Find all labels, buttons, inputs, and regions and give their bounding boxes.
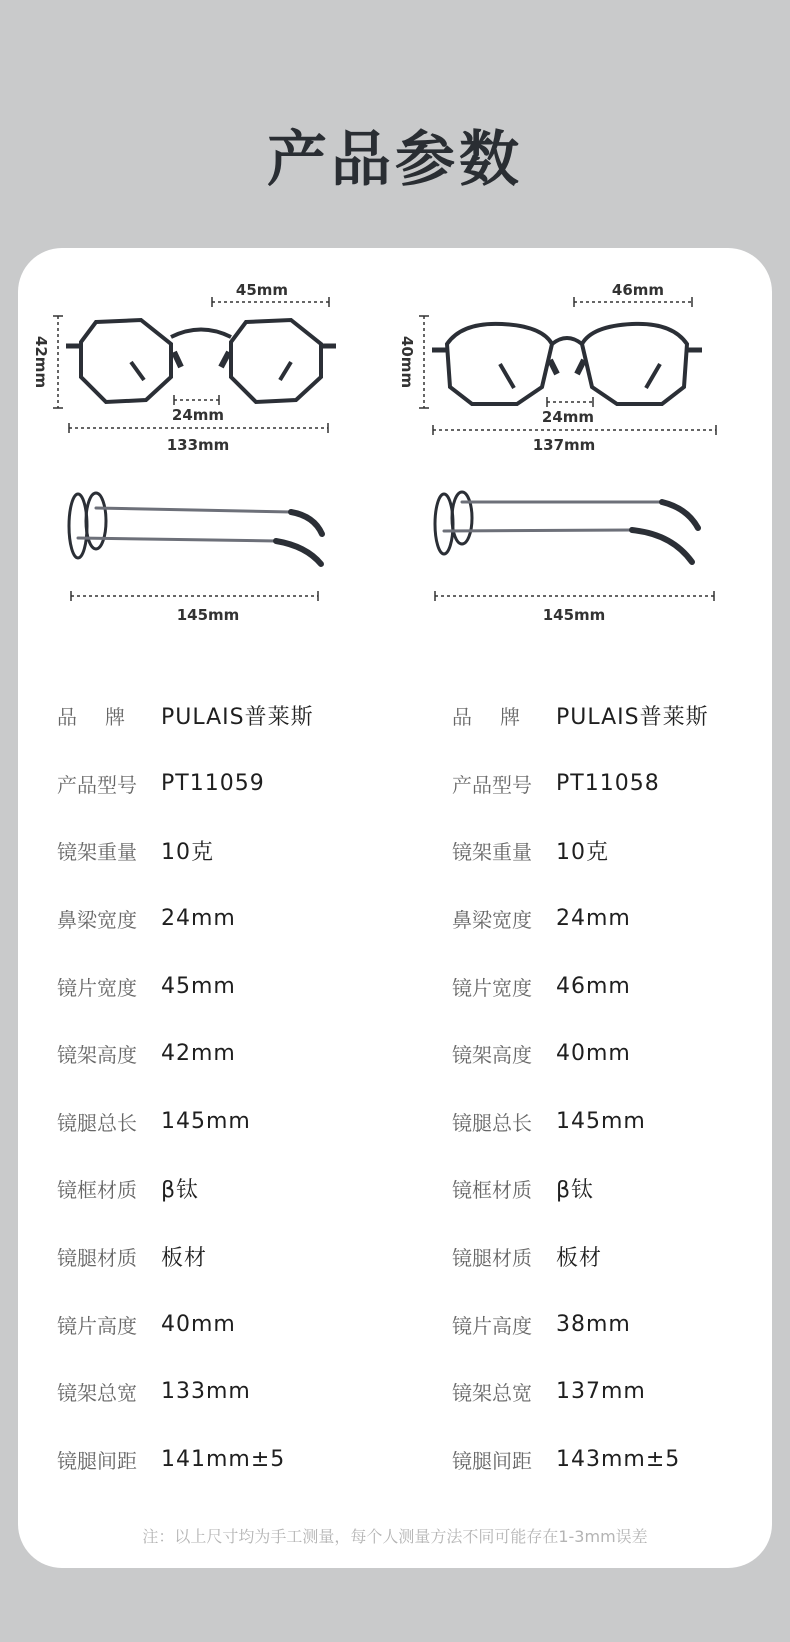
front-dims-1 [32, 281, 329, 454]
spec-value: 板材 [556, 1246, 603, 1272]
spec-label: 品牌 [57, 705, 153, 730]
spec-value: 42mm [161, 1041, 236, 1067]
spec-row-bridge [413, 885, 773, 953]
spec-value: PULAIS普莱斯 [161, 705, 314, 731]
spec-value: 133mm [161, 1379, 251, 1405]
spec-row-temple-material [413, 1223, 773, 1291]
spec-row-lens-height [413, 1290, 773, 1358]
spec-label: 镜腿间距 [452, 1448, 532, 1473]
spec-label: 镜腿总长 [452, 1110, 532, 1135]
side-frame-2 [435, 492, 698, 562]
spec-value: 38mm [556, 1311, 631, 1337]
spec-label: 镜架重量 [452, 840, 532, 865]
side-dims-2 [435, 591, 714, 624]
spec-row-bridge [18, 885, 378, 953]
frame-height-label: 40mm [398, 335, 416, 389]
product-2-front-diagram [398, 281, 732, 454]
spec-label: 镜架总宽 [57, 1381, 137, 1406]
temple-length-label: 145mm [176, 606, 240, 624]
spec-value: 24mm [161, 906, 236, 932]
spec-row-lens-width [18, 952, 378, 1020]
spec-row-brand [18, 682, 378, 750]
spec-row-model [413, 750, 773, 818]
spec-label: 产品型号 [57, 772, 137, 797]
spec-value: 145mm [556, 1108, 646, 1134]
spec-row-temple-spacing [18, 1426, 378, 1494]
spec-label: 镜架高度 [57, 1043, 137, 1068]
spec-value: 145mm [161, 1108, 251, 1134]
spec-row-frame-material [18, 1155, 378, 1223]
spec-label: 镜架高度 [452, 1043, 532, 1068]
spec-value: 143mm±5 [556, 1446, 681, 1472]
spec-row-frame-material [413, 1155, 773, 1223]
spec-value: PT11059 [161, 770, 265, 796]
lens-width-label: 45mm [235, 281, 289, 299]
spec-value: 10克 [556, 840, 609, 866]
spec-label: 镜片高度 [452, 1313, 532, 1338]
product-1-side-diagram [66, 486, 336, 626]
spec-row-temple-spacing [413, 1426, 773, 1494]
measurement-footnote: 注：以上尺寸均为手工测量，每个人测量方法不同可能存在1-3mm误差 [142, 1527, 648, 1546]
side-dims-1 [71, 591, 318, 624]
spec-row-frame-height [18, 1020, 378, 1088]
spec-label: 产品型号 [452, 772, 532, 797]
bridge-width-label: 24mm [171, 406, 225, 424]
spec-row-total-width [18, 1358, 378, 1426]
spec-row-lens-height [18, 1290, 378, 1358]
spec-row-temple-material [18, 1223, 378, 1291]
bridge-width-label: 24mm [541, 408, 595, 426]
spec-value: 10克 [161, 840, 214, 866]
spec-value: 46mm [556, 973, 631, 999]
spec-label: 鼻梁宽度 [452, 908, 532, 933]
lens-width-label: 46mm [611, 281, 665, 299]
spec-label: 镜片高度 [57, 1313, 137, 1338]
front-frame-2 [432, 324, 702, 404]
page-title: 产品参数 [267, 125, 523, 195]
spec-label: 品牌 [452, 705, 548, 730]
front-frame-1 [66, 320, 336, 402]
spec-row-temple-length [413, 1088, 773, 1156]
spec-value: PULAIS普莱斯 [556, 705, 709, 731]
spec-row-frame-height [413, 1020, 773, 1088]
spec-value: PT11058 [556, 770, 660, 796]
spec-value: 141mm±5 [161, 1446, 286, 1472]
product-2-specs [413, 682, 773, 1493]
frame-height-label: 42mm [32, 335, 50, 389]
spec-label: 镜腿材质 [57, 1246, 137, 1271]
spec-row-model [18, 750, 378, 818]
temple-length-label: 145mm [542, 606, 606, 624]
spec-value: 40mm [161, 1311, 236, 1337]
spec-label: 镜片宽度 [452, 975, 532, 1000]
spec-value: 137mm [556, 1379, 646, 1405]
spec-value: β钛 [556, 1178, 595, 1204]
spec-value: 45mm [161, 973, 236, 999]
spec-card [18, 248, 772, 1568]
spec-row-weight [413, 817, 773, 885]
total-width-label: 137mm [532, 436, 596, 454]
spec-label: 镜腿材质 [452, 1246, 532, 1271]
spec-value: 24mm [556, 906, 631, 932]
spec-value: 板材 [161, 1246, 208, 1272]
product-2-side-diagram [432, 486, 722, 626]
spec-label: 镜腿间距 [57, 1448, 137, 1473]
spec-label: 镜腿总长 [57, 1110, 137, 1135]
product-1-specs [18, 682, 378, 1493]
side-frame-1 [69, 493, 322, 564]
product-1-front-diagram [32, 281, 366, 454]
spec-value: β钛 [161, 1178, 200, 1204]
spec-label: 鼻梁宽度 [57, 908, 137, 933]
spec-label: 镜框材质 [452, 1178, 532, 1203]
total-width-label: 133mm [166, 436, 230, 454]
spec-label: 镜片宽度 [57, 975, 137, 1000]
spec-value: 40mm [556, 1041, 631, 1067]
spec-label: 镜框材质 [57, 1178, 137, 1203]
spec-label: 镜架重量 [57, 840, 137, 865]
spec-row-total-width [413, 1358, 773, 1426]
spec-row-weight [18, 817, 378, 885]
spec-row-temple-length [18, 1088, 378, 1156]
spec-row-brand [413, 682, 773, 750]
spec-row-lens-width [413, 952, 773, 1020]
spec-label: 镜架总宽 [452, 1381, 532, 1406]
